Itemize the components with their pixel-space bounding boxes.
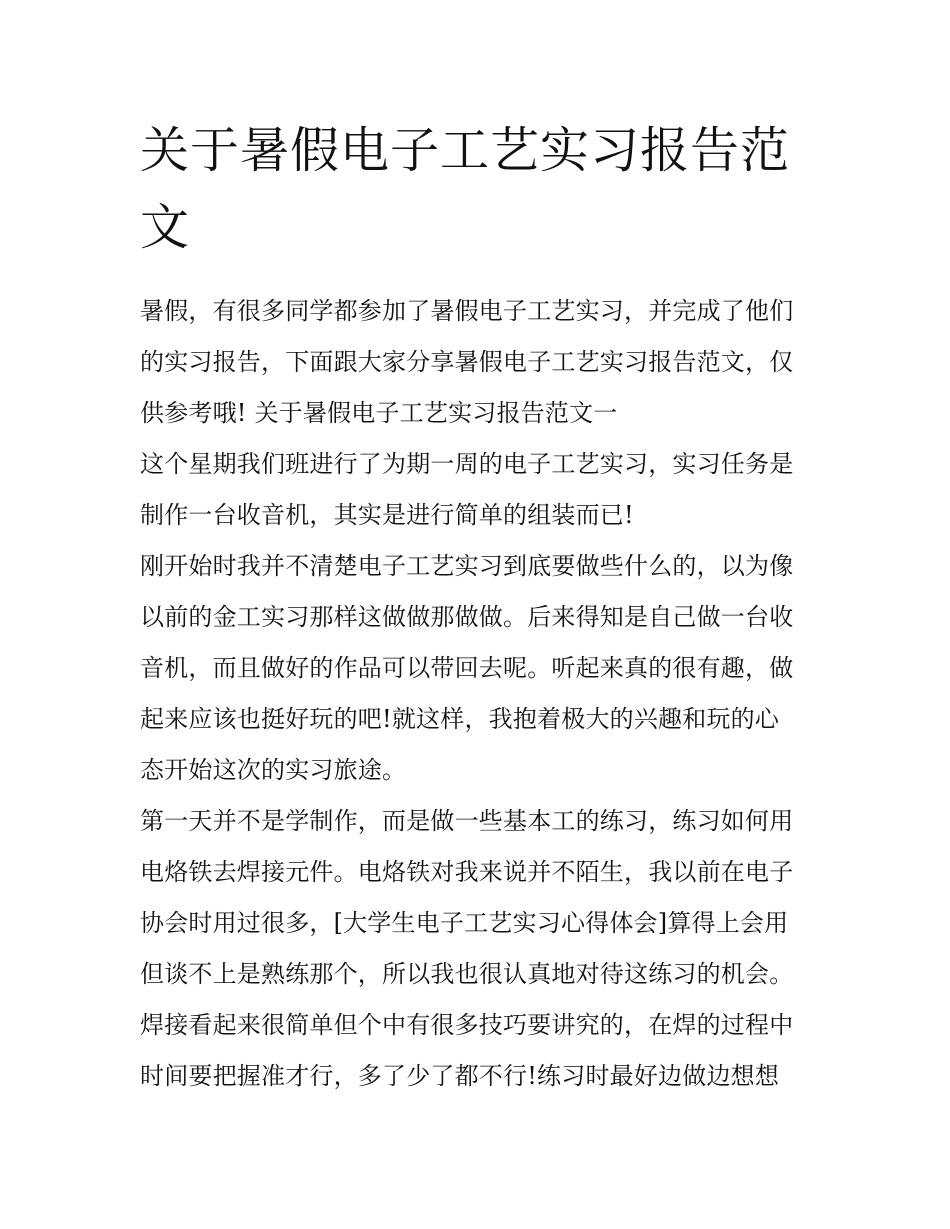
paragraph-expectations: 刚开始时我并不清楚电子工艺实习到底要做些什么的，以为像 以前的金工实习那样这做做那做做。后来得知是自己做一台收 音机，而且做好的作品可以带回去呢。听起来真的很有趣，做 起来应该也挺好玩的吧!就这样，我抱着极大的兴趣和玩的心 态开始这次的实习旅途。 xyxy=(140,552,794,784)
paragraph-first-day: 第一天并不是学制作，而是做一些基本工的练习，练习如何用 电烙铁去焊接元件。电烙铁对我来说并不陌生，我以前在电子 协会时用过很多，[大学生电子工艺实习心得体会]算得上会用 但谈不上是熟练那个，所以我也很认真地对待这练习的机会。 焊接看起来很简单但个中有很多技巧要讲究的，在焊的过程中 时间要把握准才行，多了少了都不行!练习时最好边做边想想 xyxy=(140,807,794,1090)
paragraph-intro: 暑假，有很多同学都参加了暑假电子工艺实习，并完成了他们 的实习报告，下面跟大家分享暑假电子工艺实习报告范文，仅 供参考哦! 关于暑假电子工艺实习报告范文一 xyxy=(140,297,794,427)
paragraph-week-summary: 这个星期我们班进行了为期一周的电子工艺实习，实习任务是 制作一台收音机，其实是进行简单的组装而已! xyxy=(140,450,794,529)
document-title: 关于暑假电子工艺实习报告范 文 xyxy=(140,122,791,256)
document-body xyxy=(140,286,815,1102)
document-content xyxy=(140,112,815,1102)
